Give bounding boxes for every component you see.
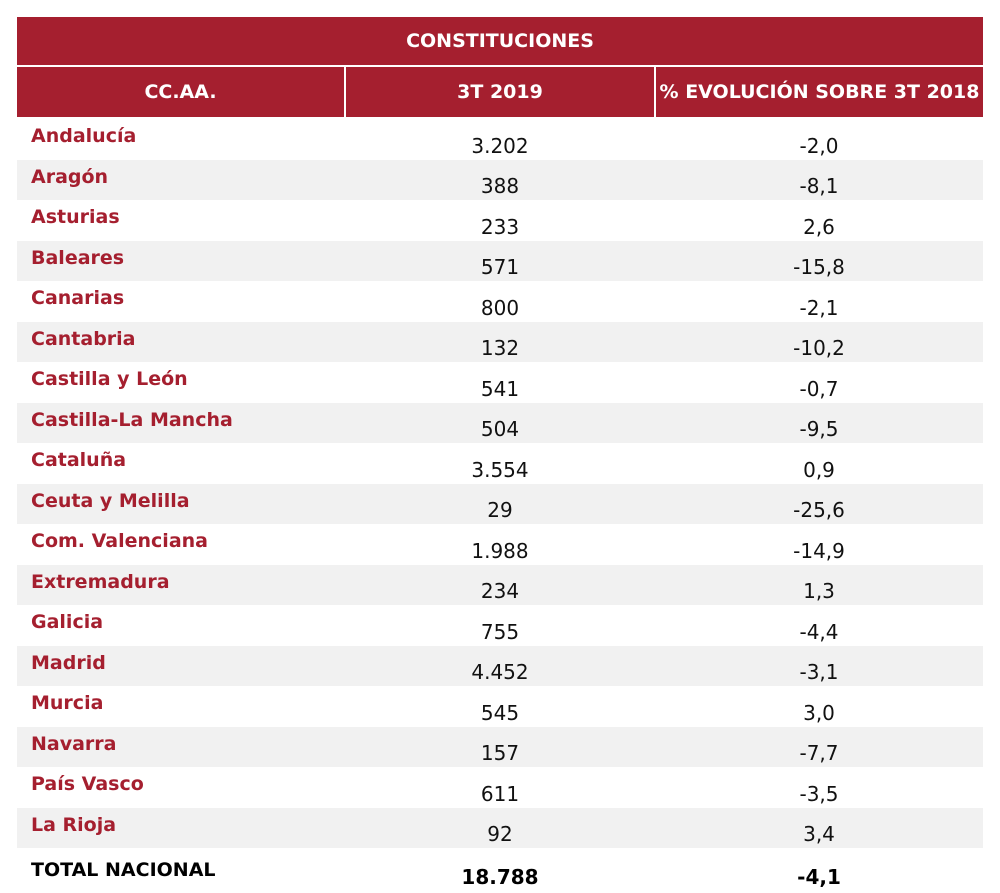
region-name: Baleares — [17, 241, 345, 282]
table-row — [17, 524, 983, 565]
total-label: TOTAL NACIONAL — [17, 849, 345, 891]
region-name: Andalucía — [17, 118, 345, 160]
table-row — [17, 686, 983, 727]
region-value: 504 — [345, 403, 655, 444]
region-change: -15,8 — [655, 241, 983, 282]
table-row — [17, 241, 983, 282]
region-name: Castilla y León — [17, 362, 345, 403]
region-change: -14,9 — [655, 524, 983, 565]
region-name: País Vasco — [17, 767, 345, 808]
table-row — [17, 484, 983, 525]
region-value: 157 — [345, 727, 655, 768]
table-row — [17, 200, 983, 241]
region-name: Cataluña — [17, 443, 345, 484]
table-row — [17, 443, 983, 484]
table-row — [17, 403, 983, 444]
region-change: -2,1 — [655, 281, 983, 322]
region-value: 234 — [345, 565, 655, 606]
table-row — [17, 646, 983, 687]
region-change: -2,0 — [655, 118, 983, 160]
header-evolution: % EVOLUCIÓN SOBRE 3T 2018 — [655, 66, 983, 118]
region-change: -9,5 — [655, 403, 983, 444]
table-row — [17, 808, 983, 850]
region-change: -25,6 — [655, 484, 983, 525]
header-3t-2019: 3T 2019 — [345, 66, 655, 118]
region-change: -7,7 — [655, 727, 983, 768]
region-change: -10,2 — [655, 322, 983, 363]
table-row — [17, 281, 983, 322]
region-change: -3,1 — [655, 646, 983, 687]
table-row — [17, 362, 983, 403]
region-value: 755 — [345, 605, 655, 646]
region-change: -0,7 — [655, 362, 983, 403]
region-name: Murcia — [17, 686, 345, 727]
region-change: -4,4 — [655, 605, 983, 646]
total-row — [17, 849, 983, 891]
region-value: 1.988 — [345, 524, 655, 565]
region-name: Madrid — [17, 646, 345, 687]
region-value: 29 — [345, 484, 655, 525]
region-value: 92 — [345, 808, 655, 850]
region-value: 571 — [345, 241, 655, 282]
region-change: 3,4 — [655, 808, 983, 850]
region-name: Asturias — [17, 200, 345, 241]
table-body — [17, 118, 983, 891]
region-value: 3.202 — [345, 118, 655, 160]
total-value: 18.788 — [345, 849, 655, 891]
region-value: 3.554 — [345, 443, 655, 484]
table-header-row — [17, 66, 983, 118]
region-name: La Rioja — [17, 808, 345, 850]
table-row — [17, 118, 983, 160]
region-name: Canarias — [17, 281, 345, 322]
region-name: Castilla-La Mancha — [17, 403, 345, 444]
region-value: 132 — [345, 322, 655, 363]
region-change: 2,6 — [655, 200, 983, 241]
table-row — [17, 767, 983, 808]
table-row — [17, 605, 983, 646]
region-name: Com. Valenciana — [17, 524, 345, 565]
region-name: Ceuta y Melilla — [17, 484, 345, 525]
region-value: 541 — [345, 362, 655, 403]
region-change: -3,5 — [655, 767, 983, 808]
region-value: 800 — [345, 281, 655, 322]
region-change: 1,3 — [655, 565, 983, 606]
total-change: -4,1 — [655, 849, 983, 891]
header-region: CC.AA. — [17, 66, 345, 118]
region-value: 611 — [345, 767, 655, 808]
region-value: 545 — [345, 686, 655, 727]
region-value: 4.452 — [345, 646, 655, 687]
table-row — [17, 727, 983, 768]
region-value: 388 — [345, 160, 655, 201]
table-row — [17, 160, 983, 201]
region-name: Aragón — [17, 160, 345, 201]
constituciones-table — [17, 17, 983, 891]
region-value: 233 — [345, 200, 655, 241]
region-change: -8,1 — [655, 160, 983, 201]
table-row — [17, 565, 983, 606]
region-name: Galicia — [17, 605, 345, 646]
region-change: 3,0 — [655, 686, 983, 727]
region-name: Extremadura — [17, 565, 345, 606]
region-name: Cantabria — [17, 322, 345, 363]
region-change: 0,9 — [655, 443, 983, 484]
table-title: CONSTITUCIONES — [17, 17, 983, 66]
table-row — [17, 322, 983, 363]
region-name: Navarra — [17, 727, 345, 768]
table-title-row — [17, 17, 983, 66]
constituciones-table-container — [17, 17, 983, 891]
